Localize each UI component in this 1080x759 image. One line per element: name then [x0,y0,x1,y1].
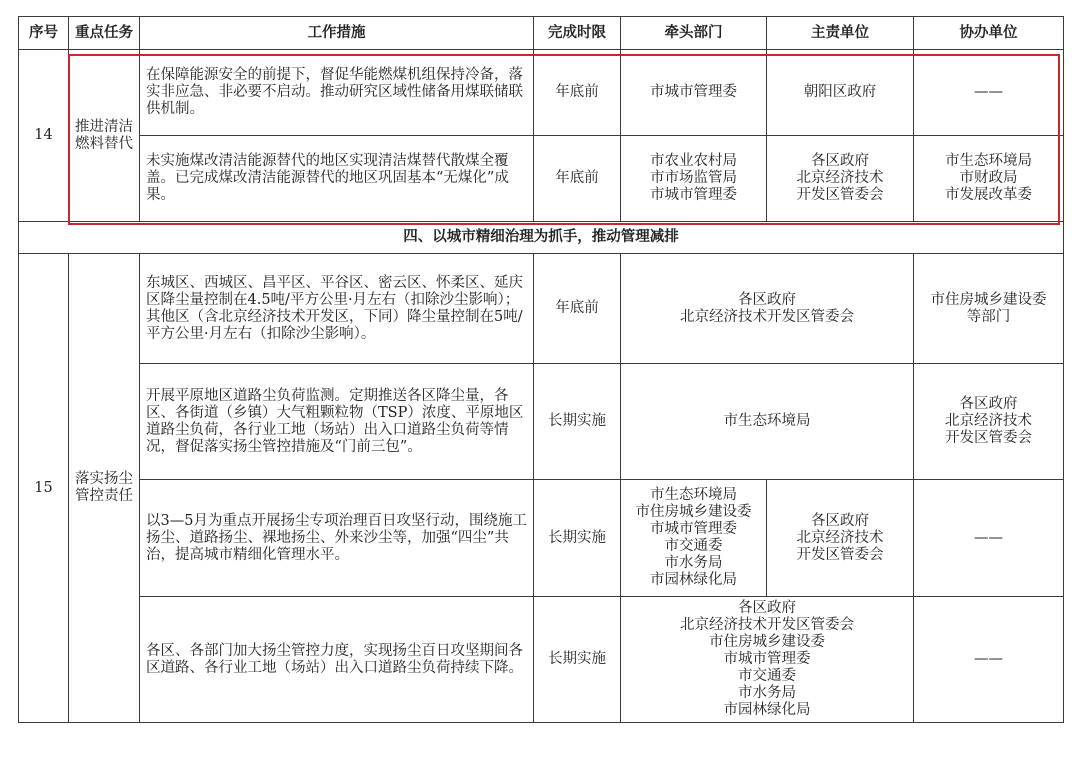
table-row [19,597,1064,723]
measure-cell: 在保障能源安全的前提下，督促华能燃煤机组保持冷备，落实非应急、非必要不启动。推动研究区域性储备用煤联储联供机制。 [140,50,534,136]
assist-cell [914,254,1064,364]
assist-line: 等部门 [966,308,1011,325]
lead-cell: 市城市管理委 [621,50,767,136]
lead-main-line: 北京经济技术开发区管委会 [680,617,854,633]
row-seq: 14 [19,50,69,222]
deadline-cell: 年底前 [534,254,621,364]
assist-cell: —— [914,480,1064,597]
measure-cell: 各区、各部门加大扬尘管控力度，实现扬尘百日攻坚期间各区道路、各行业工地（场站）出入口道路尘负荷持续下降。 [140,597,534,723]
lead-cell [621,136,767,222]
header-measure: 工作措施 [140,17,534,50]
assist-line: 开发区管委会 [945,430,1032,446]
table-row [19,480,1064,597]
header-main: 主责单位 [767,17,914,50]
measure-cell: 以3—5月为重点开展扬尘专项治理百日攻坚行动，围绕施工扬尘、道路扬尘、裸地扬尘、外来沙尘等，加强“四尘”共治，提高城市精细化管理水平。 [140,480,534,597]
lead-main-cell [621,254,914,364]
assist-cell [914,136,1064,222]
lead-main-line: 市水务局 [738,685,796,701]
lead-line: 市园林绿化局 [650,572,737,588]
lead-main-line: 各区政府 [738,600,796,616]
measure-cell: 未实施煤改清洁能源替代的地区实现清洁煤替代散煤全覆盖。已完成煤改清洁能源替代的地区巩固基本“无煤化”成果。 [140,136,534,222]
assist-line: 市住房城乡建设委 [930,291,1047,308]
lead-line: 市市场监管局 [650,170,737,186]
main-line: 各区政府 [811,153,869,169]
deadline-cell: 年底前 [534,50,621,136]
lead-line: 市城市管理委 [650,521,737,537]
lead-line: 市住房城乡建设委 [635,504,752,520]
assist-line: 各区政府 [959,396,1018,412]
section-row [19,222,1064,254]
lead-main-line: 各区政府 [738,291,796,308]
header-assist: 协办单位 [914,17,1064,50]
lead-main-line: 北京经济技术开发区管委会 [680,308,854,325]
main-line: 各区政府 [811,512,869,529]
header-deadline: 完成时限 [534,17,621,50]
lead-main-line: 市住房城乡建设委 [709,634,825,650]
lead-line: 市农业农村局 [650,153,737,169]
header-seq: 序号 [19,17,69,50]
row-task: 推进清洁燃料替代 [69,50,140,222]
lead-main-line: 市交通委 [738,668,796,684]
main-cell [767,136,914,222]
lead-main-line: 市园林绿化局 [723,702,811,718]
assist-cell [914,364,1064,480]
table-row [19,364,1064,480]
lead-line: 市生态环境局 [650,487,737,503]
task-table [18,16,1064,723]
measure-cell: 东城区、西城区、昌平区、平谷区、密云区、怀柔区、延庆区降尘量控制在4.5吨/平方公里·月左右（扣除沙尘影响）；其他区（含北京经济技术开发区，下同）降尘量控制在5吨/平方公里·月左右（扣除沙尘影响）。 [140,254,534,364]
deadline-cell: 长期实施 [534,480,621,597]
assist-cell: —— [914,50,1064,136]
lead-line: 市水务局 [664,555,723,571]
main-line: 北京经济技术 [796,529,884,546]
row-task: 落实扬尘管控责任 [69,254,140,723]
lead-main-cell: 市生态环境局 [621,364,914,480]
assist-cell: —— [914,597,1064,723]
lead-line: 市城市管理委 [650,187,737,203]
deadline-cell: 年底前 [534,136,621,222]
assist-line: 市财政局 [959,170,1018,186]
lead-main-line: 市城市管理委 [723,651,811,667]
lead-cell [621,480,767,597]
main-line: 开发区管委会 [796,546,884,563]
header-row [19,17,1064,50]
deadline-cell: 长期实施 [534,597,621,723]
deadline-cell: 长期实施 [534,364,621,480]
row-seq: 15 [19,254,69,723]
section-title: 四、以城市精细治理为抓手，推动管理减排 [19,222,1064,254]
table-row [19,254,1064,364]
header-task: 重点任务 [69,17,140,50]
assist-line: 市生态环境局 [945,153,1032,169]
lead-main-cell [621,597,914,723]
measure-cell: 开展平原地区道路尘负荷监测。定期推送各区降尘量，各区、各街道（乡镇）大气粗颗粒物（TSP）浓度、平原地区道路尘负荷，各行业工地（场站）出入口道路尘负荷等情况，督促落实扬尘管控措施及“门前三包”。 [140,364,534,480]
main-line: 开发区管委会 [796,187,884,203]
assist-line: 市发展改革委 [945,187,1032,203]
table-row [19,50,1064,136]
table-row [19,136,1064,222]
main-cell [767,480,914,597]
main-line: 北京经济技术 [796,170,884,186]
assist-line: 北京经济技术 [945,413,1032,429]
header-lead: 牵头部门 [621,17,767,50]
main-cell: 朝阳区政府 [767,50,914,136]
lead-line: 市交通委 [664,538,723,554]
